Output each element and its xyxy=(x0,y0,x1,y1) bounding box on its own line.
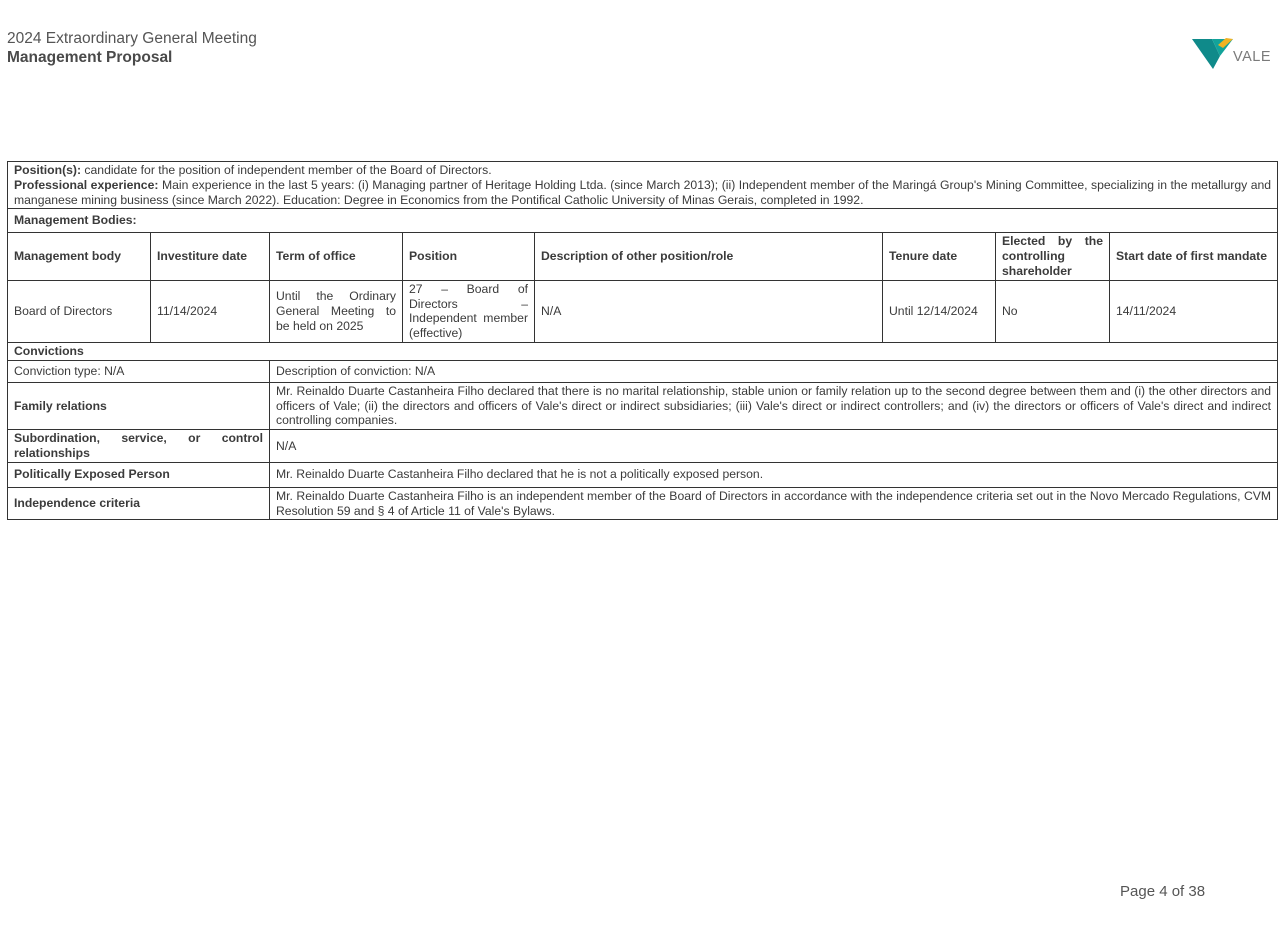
conviction-type: Conviction type: N/A xyxy=(8,360,270,382)
convictions-row xyxy=(8,342,1278,360)
convictions-label: Convictions xyxy=(8,342,1278,360)
subordination-label: Subordination, service, or control relationships xyxy=(8,430,270,463)
cell-tenure-date: Until 12/14/2024 xyxy=(883,280,996,342)
position-label: Position(s): xyxy=(14,163,82,177)
cell-position: 27 – Board of Directors – Independent member (effective) xyxy=(403,280,535,342)
candidate-info-table xyxy=(7,161,1278,520)
logo-wordmark: VALE xyxy=(1233,49,1272,65)
independence-row xyxy=(8,487,1278,520)
conviction-description: Description of conviction: N/A xyxy=(270,360,1278,382)
table-row xyxy=(8,280,1278,342)
cell-investiture-date: 11/14/2024 xyxy=(151,280,270,342)
subordination-row xyxy=(8,430,1278,463)
meeting-title: 2024 Extraordinary General Meeting xyxy=(7,30,257,47)
col-term-of-office: Term of office xyxy=(270,233,403,280)
experience-label: Professional experience: xyxy=(14,177,159,192)
cell-term-of-office: Until the Ordinary General Meeting to be held on 2025 xyxy=(270,280,403,342)
page-number: Page 4 of 38 xyxy=(1120,883,1206,900)
experience-text: Main experience in the last 5 years: (i) Managing partner of Heritage Holding Ltda. (since March 2013); (ii) Independent member of the Maringá Group's Mining Committee, specializing in the metallurgy and manganese mining business (since March 2022). Education: Degree in Economics from the Pontifical Catholic University of Minas Gerais, completed in 1992. xyxy=(14,177,1272,207)
col-elected-by-controlling: Elected by the controlling shareholder xyxy=(996,233,1110,280)
pep-row xyxy=(8,462,1278,487)
intro-row xyxy=(8,162,1278,209)
cell-management-body: Board of Directors xyxy=(8,280,151,342)
position-text: candidate for the position of independent member of the Board of Directors. xyxy=(81,163,492,177)
conviction-detail-row xyxy=(8,360,1278,382)
document-header xyxy=(7,29,257,67)
table-header-row xyxy=(8,233,1278,280)
management-bodies-label: Management Bodies: xyxy=(8,209,1278,233)
cell-start-date: 14/11/2024 xyxy=(1110,280,1278,342)
family-text: Mr. Reinaldo Duarte Castanheira Filho declared that there is no marital relationship, stable union or family relation up to the second degree between them and (i) the other directors and officers of Vale; (ii) the directors and officers of Vale's direct or indirect subsidiaries; (iii) Vale's direct or indirect controllers; and (iv) the directors or officers of Vale's direct and indirect controlling companies. xyxy=(270,382,1278,429)
pep-text: Mr. Reinaldo Duarte Castanheira Filho declared that he is not a politically exposed person. xyxy=(270,462,1278,487)
cell-description: N/A xyxy=(535,280,883,342)
independence-text: Mr. Reinaldo Duarte Castanheira Filho is an independent member of the Board of Directors in accordance with the independence criteria set out in the Novo Mercado Regulations, CVM Resolution 59 and § 4 of Article 11 of Vale's Bylaws. xyxy=(270,487,1278,520)
family-row xyxy=(8,382,1278,429)
independence-label: Independence criteria xyxy=(8,487,270,520)
proposal-title: Management Proposal xyxy=(7,49,173,66)
family-label: Family relations xyxy=(8,382,270,429)
col-investiture-date: Investiture date xyxy=(151,233,270,280)
cell-elected: No xyxy=(996,280,1110,342)
col-start-date: Start date of first mandate xyxy=(1110,233,1278,280)
col-management-body: Management body xyxy=(8,233,151,280)
management-bodies-row xyxy=(8,209,1278,233)
col-description: Description of other position/role xyxy=(535,233,883,280)
col-position: Position xyxy=(403,233,535,280)
subordination-text: N/A xyxy=(270,430,1278,463)
pep-label: Politically Exposed Person xyxy=(8,462,270,487)
col-tenure-date: Tenure date xyxy=(883,233,996,280)
